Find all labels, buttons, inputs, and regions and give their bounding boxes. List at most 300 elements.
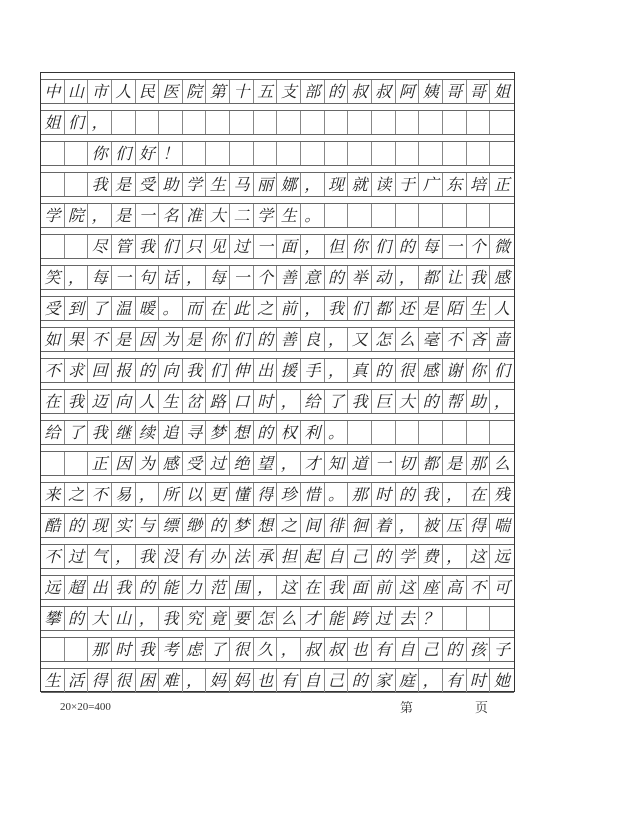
grid-cell: 办: [206, 545, 230, 568]
grid-cell: 也: [254, 669, 278, 692]
grid-cell: 竟: [206, 607, 230, 630]
grid-cell: 因: [136, 328, 160, 351]
grid-cell: 可: [493, 577, 510, 597]
grid-cell: [301, 111, 325, 134]
grid-cell: 话: [159, 266, 183, 289]
grid-cell: ，: [325, 328, 349, 351]
grid-cell: 过: [206, 452, 230, 475]
grid-cell: 己: [325, 669, 349, 692]
grid-cell: 珍: [277, 483, 301, 506]
grid-cell: 尽: [88, 235, 112, 258]
grid-cell: 你: [348, 235, 372, 258]
grid-cell: ，: [254, 576, 278, 599]
grid-cell: 你: [88, 142, 112, 165]
grid-cell: 温: [112, 297, 136, 320]
grid-cell: 之: [277, 514, 301, 537]
grid-cell: 的: [396, 235, 420, 258]
grid-cell: 五: [254, 80, 278, 103]
grid-cell: 高: [443, 576, 467, 599]
grid-cell: 面: [348, 576, 372, 599]
grid-cell: 时: [467, 669, 491, 692]
grid-cell: [65, 235, 89, 258]
grid-cell: 口: [230, 390, 254, 413]
grid-cell: [467, 204, 491, 227]
grid-cell: 有: [183, 545, 207, 568]
grid-cell: 望: [254, 452, 278, 475]
grid-cell: 怎: [372, 328, 396, 351]
grid-cell: 时: [372, 483, 396, 506]
grid-cell: [41, 638, 65, 661]
grid-cell: [443, 421, 467, 444]
grid-cell: 的: [419, 390, 443, 413]
grid-cell: 实: [112, 514, 136, 537]
grid-cell: ，: [65, 266, 89, 289]
grid-cell: 受: [136, 173, 160, 196]
grid-cell: 为: [136, 452, 160, 475]
grid-cell: 道: [348, 452, 372, 475]
grid-cell: 一: [112, 266, 136, 289]
grid-cell: 巨: [372, 390, 396, 413]
grid-cell: 那: [88, 638, 112, 661]
grid-cell: 都: [372, 297, 396, 320]
grid-cell: 更: [206, 483, 230, 506]
grid-cell: 正: [88, 452, 112, 475]
grid-cell: 人: [136, 390, 160, 413]
grid-cell: 一: [372, 452, 396, 475]
grid-cell: [325, 142, 349, 165]
page-suffix: 页: [475, 701, 489, 716]
grid-cell: 准: [183, 204, 207, 227]
grid-cell: 绝: [230, 452, 254, 475]
grid-cell: 的: [136, 576, 160, 599]
grid-cell: 很: [230, 638, 254, 661]
grid-cell: 学: [396, 545, 420, 568]
grid-cell: 切: [396, 452, 420, 475]
grid-cell: 迈: [88, 390, 112, 413]
grid-cell: 生: [159, 390, 183, 413]
grid-cell: 哥: [443, 80, 467, 103]
grid-cell: [419, 204, 443, 227]
grid-cell: 知: [325, 452, 349, 475]
grid-cell: 才: [301, 607, 325, 630]
grid-cell: 惜: [301, 483, 325, 506]
grid-cell: 们: [159, 235, 183, 258]
grid-cell: [490, 421, 514, 444]
grid-cell: 之: [65, 483, 89, 506]
grid-cell: 受: [183, 452, 207, 475]
grid-cell: 学: [41, 204, 65, 227]
grid-cell: 的: [443, 638, 467, 661]
grid-cell: 自: [301, 669, 325, 692]
grid-cell: [396, 111, 420, 134]
grid-cell: 很: [112, 669, 136, 692]
grid-cell: 想: [230, 421, 254, 444]
grid-cell: 大: [88, 607, 112, 630]
grid-cell: 每: [419, 235, 443, 258]
grid-cell: 真: [348, 359, 372, 382]
grid-cell: [372, 142, 396, 165]
grid-cell: 医: [159, 80, 183, 103]
grid-cell: 二: [230, 204, 254, 227]
grid-cell: [490, 607, 514, 630]
grid-cell: 困: [136, 669, 160, 692]
grid-cell: [396, 142, 420, 165]
grid-cell: 妈: [206, 669, 230, 692]
grid-cell: 不: [88, 328, 112, 351]
grid-cell: 中: [41, 80, 65, 103]
grid-cell: [396, 421, 420, 444]
grid-cell: [65, 142, 89, 165]
grid-cell: 。: [159, 297, 183, 320]
grid-cell: 之: [254, 297, 278, 320]
grid-cell: 有: [277, 669, 301, 692]
grid-cell: 的: [372, 545, 396, 568]
manuscript-row: [41, 296, 514, 321]
grid-cell: ，: [419, 669, 443, 692]
grid-cell: 我: [88, 421, 112, 444]
manuscript-row: [41, 203, 514, 228]
grid-cell: 是: [183, 328, 207, 351]
page-prefix: 第: [400, 701, 414, 716]
grid-cell: ，: [136, 483, 160, 506]
grid-cell: 叔: [372, 80, 396, 103]
grid-cell: 一: [443, 235, 467, 258]
grid-cell: 生: [206, 173, 230, 196]
grid-cell: 的: [325, 80, 349, 103]
grid-cell: [490, 142, 514, 165]
grid-cell: 间: [301, 514, 325, 537]
grid-cell: 有: [443, 669, 467, 692]
grid-cell: 得: [88, 669, 112, 692]
grid-cell: [419, 142, 443, 165]
manuscript-row: [41, 389, 514, 414]
grid-cell: 又: [348, 328, 372, 351]
grid-cell: 举: [348, 266, 372, 289]
grid-cell: 们: [348, 297, 372, 320]
grid-cell: 的: [65, 607, 89, 630]
grid-cell: 难: [159, 669, 183, 692]
grid-cell: 所: [159, 483, 183, 506]
grid-cell: 良: [301, 328, 325, 351]
grid-cell: 受: [41, 297, 65, 320]
grid-cell: 的: [206, 514, 230, 537]
grid-cell: 是: [112, 328, 136, 351]
grid-cell: 那: [348, 483, 372, 506]
grid-cell: 不: [443, 328, 467, 351]
grid-cell: 向: [159, 359, 183, 382]
manuscript-row: [41, 513, 514, 538]
grid-cell: 岔: [183, 390, 207, 413]
grid-cell: 的: [348, 669, 372, 692]
grid-cell: 权: [277, 421, 301, 444]
manuscript-row: [41, 234, 514, 259]
grid-cell: 我: [65, 390, 89, 413]
grid-cell: 前: [277, 297, 301, 320]
grid-cell: 阿: [396, 80, 420, 103]
grid-cell: 而: [183, 297, 207, 320]
grid-cell: 一: [136, 204, 160, 227]
manuscript-row: [41, 141, 514, 166]
grid-cell: 。: [325, 421, 349, 444]
grid-cell: ，: [88, 204, 112, 227]
grid-cell: 意: [301, 266, 325, 289]
grid-cell: 续: [136, 421, 160, 444]
grid-cell: [419, 111, 443, 134]
grid-cell: 叔: [301, 638, 325, 661]
grid-cell: 学: [183, 173, 207, 196]
grid-cell: 不: [88, 483, 112, 506]
grid-cell: 在: [41, 390, 65, 413]
grid-cell: 因: [112, 452, 136, 475]
grid-cell: 我: [183, 359, 207, 382]
grid-cell: 考: [159, 638, 183, 661]
grid-cell: [325, 204, 349, 227]
grid-cell: 啬: [493, 329, 510, 349]
grid-cell: [325, 111, 349, 134]
grid-cell: ，: [396, 514, 420, 537]
grid-cell: 叔: [325, 638, 349, 661]
grid-cell: 气: [88, 545, 112, 568]
grid-cell: 谢: [443, 359, 467, 382]
manuscript-row: [41, 420, 514, 445]
grid-cell: 报: [112, 359, 136, 382]
grid-cell: 来: [41, 483, 65, 506]
grid-cell: 院: [183, 80, 207, 103]
grid-cell: 座: [419, 576, 443, 599]
grid-cell: ，: [301, 235, 325, 258]
grid-cell: 自: [396, 638, 420, 661]
grid-cell: 么: [277, 607, 301, 630]
grid-cell: 担: [277, 545, 301, 568]
grid-cell: 被: [419, 514, 443, 537]
grid-cell: ，: [277, 638, 301, 661]
grid-cell: 徊: [348, 514, 372, 537]
grid-cell: [206, 111, 230, 134]
grid-cell: 子: [493, 639, 510, 659]
grid-cell: 喘: [493, 515, 510, 535]
grid-cell: 让: [443, 266, 467, 289]
manuscript-row: [41, 451, 514, 476]
grid-cell: 了: [206, 638, 230, 661]
grid-cell: 十: [230, 80, 254, 103]
grid-cell: 助: [159, 173, 183, 196]
grid-cell: 。: [325, 483, 349, 506]
grid-cell: 们: [112, 142, 136, 165]
grid-cell: 人: [493, 298, 510, 318]
grid-cell: 大: [396, 390, 420, 413]
grid-cell: 梦: [206, 421, 230, 444]
manuscript-row: [41, 544, 514, 569]
grid-cell: [348, 142, 372, 165]
grid-cell: 这: [277, 576, 301, 599]
grid-cell: 于: [396, 173, 420, 196]
grid-cell: [65, 638, 89, 661]
grid-cell: 出: [88, 576, 112, 599]
grid-cell: 家: [372, 669, 396, 692]
grid-cell: 你: [467, 359, 491, 382]
grid-cell: 但: [325, 235, 349, 258]
grid-cell: ，: [88, 111, 112, 134]
grid-cell: 还: [396, 297, 420, 320]
grid-cell: 力: [183, 576, 207, 599]
grid-cell: [159, 111, 183, 134]
grid-cell: 动: [372, 266, 396, 289]
grid-cell: 过: [230, 235, 254, 258]
grid-cell: [443, 111, 467, 134]
grid-cell: 没: [159, 545, 183, 568]
grid-cell: 不: [467, 576, 491, 599]
grid-cell: 面: [277, 235, 301, 258]
grid-cell: ，: [183, 669, 207, 692]
grid-cell: [254, 142, 278, 165]
grid-cell: 跨: [348, 607, 372, 630]
grid-cell: 向: [112, 390, 136, 413]
grid-cell: 们: [493, 360, 510, 380]
grid-cell: 这: [396, 576, 420, 599]
grid-cell: 果: [65, 328, 89, 351]
grid-cell: 了: [88, 297, 112, 320]
grid-cell: 她: [493, 670, 510, 690]
grid-cell: [65, 173, 89, 196]
grid-cell: 援: [277, 359, 301, 382]
grid-cell: 山: [112, 607, 136, 630]
grid-cell: 娜: [277, 173, 301, 196]
grid-cell: 的: [65, 514, 89, 537]
grid-cell: 善: [277, 328, 301, 351]
grid-cell: 微: [493, 236, 510, 256]
manuscript-row: [41, 79, 514, 104]
grid-cell: [277, 142, 301, 165]
grid-cell: ，: [136, 607, 160, 630]
grid-cell: 也: [348, 638, 372, 661]
grid-cell: 一: [254, 235, 278, 258]
grid-cell: 我: [159, 607, 183, 630]
grid-cell: 部: [301, 80, 325, 103]
grid-cell: 以: [183, 483, 207, 506]
grid-cell: 妈: [230, 669, 254, 692]
grid-cell: [183, 111, 207, 134]
grid-cell: 感: [419, 359, 443, 382]
grid-cell: 我: [419, 483, 443, 506]
grid-cell: 生: [277, 204, 301, 227]
grid-cell: 姐: [41, 111, 65, 134]
grid-cell: 第: [206, 80, 230, 103]
grid-cell: 前: [372, 576, 396, 599]
grid-cell: 徘: [325, 514, 349, 537]
grid-cell: 虑: [183, 638, 207, 661]
manuscript-grid: [40, 72, 515, 692]
grid-cell: 个: [254, 266, 278, 289]
grid-cell: 市: [88, 80, 112, 103]
grid-cell: 的: [325, 266, 349, 289]
grid-cell: 时: [254, 390, 278, 413]
grid-cell: 现: [88, 514, 112, 537]
grid-cell: 超: [65, 576, 89, 599]
grid-cell: 的: [136, 359, 160, 382]
grid-cell: 有: [372, 638, 396, 661]
grid-cell: [372, 204, 396, 227]
grid-cell: [277, 111, 301, 134]
grid-cell: 怎: [254, 607, 278, 630]
grid-cell: 到: [65, 297, 89, 320]
grid-cell: 读: [372, 173, 396, 196]
grid-cell: 想: [254, 514, 278, 537]
grid-cell: [443, 204, 467, 227]
grid-cell: ，: [277, 452, 301, 475]
grid-cell: [136, 111, 160, 134]
grid-cell: 善: [277, 266, 301, 289]
grid-cell: 究: [183, 607, 207, 630]
grid-cell: [490, 111, 514, 134]
grid-cell: ，: [301, 173, 325, 196]
grid-cell: 我: [467, 266, 491, 289]
grid-cell: 在: [206, 297, 230, 320]
grid-cell: 丽: [254, 173, 278, 196]
grid-cell: 了: [325, 390, 349, 413]
grid-cell: 自: [325, 545, 349, 568]
grid-cell: 能: [325, 607, 349, 630]
grid-cell: 此: [230, 297, 254, 320]
grid-cell: 不: [41, 545, 65, 568]
grid-cell: 围: [230, 576, 254, 599]
grid-cell: 哥: [467, 80, 491, 103]
grid-cell: 活: [65, 669, 89, 692]
grid-cell: 我: [325, 297, 349, 320]
grid-cell: 才: [301, 452, 325, 475]
grid-cell: [372, 111, 396, 134]
grid-cell: 在: [467, 483, 491, 506]
grid-cell: [41, 452, 65, 475]
grid-cell: [490, 204, 514, 227]
grid-cell: 现: [325, 173, 349, 196]
page-number-label: [400, 697, 488, 716]
grid-cell: 利: [301, 421, 325, 444]
grid-cell: 我: [348, 390, 372, 413]
grid-cell: [183, 142, 207, 165]
grid-cell: ，: [443, 483, 467, 506]
grid-size-label: 20×20=400: [60, 701, 111, 713]
grid-cell: 助: [467, 390, 491, 413]
grid-cell: 己: [348, 545, 372, 568]
grid-cell: [41, 142, 65, 165]
grid-cell: 支: [277, 80, 301, 103]
grid-cell: 陌: [443, 297, 467, 320]
grid-cell: 庭: [396, 669, 420, 692]
grid-cell: 么: [396, 328, 420, 351]
grid-cell: 民: [136, 80, 160, 103]
grid-cell: 感: [159, 452, 183, 475]
grid-cell: 这: [467, 545, 491, 568]
grid-cell: 管: [112, 235, 136, 258]
grid-cell: [396, 204, 420, 227]
grid-cell: [112, 111, 136, 134]
grid-cell: 残: [493, 484, 510, 504]
grid-cell: ，: [396, 266, 420, 289]
grid-cell: [467, 607, 491, 630]
grid-cell: 手: [301, 359, 325, 382]
grid-cell: 给: [301, 390, 325, 413]
grid-cell: 是: [112, 173, 136, 196]
grid-cell: 时: [112, 638, 136, 661]
grid-cell: [41, 235, 65, 258]
grid-cell: [65, 452, 89, 475]
grid-cell: [206, 142, 230, 165]
grid-cell: 远: [493, 546, 510, 566]
grid-cell: [41, 173, 65, 196]
grid-cell: 久: [254, 638, 278, 661]
grid-cell: ！: [159, 142, 183, 165]
grid-cell: 我: [136, 638, 160, 661]
